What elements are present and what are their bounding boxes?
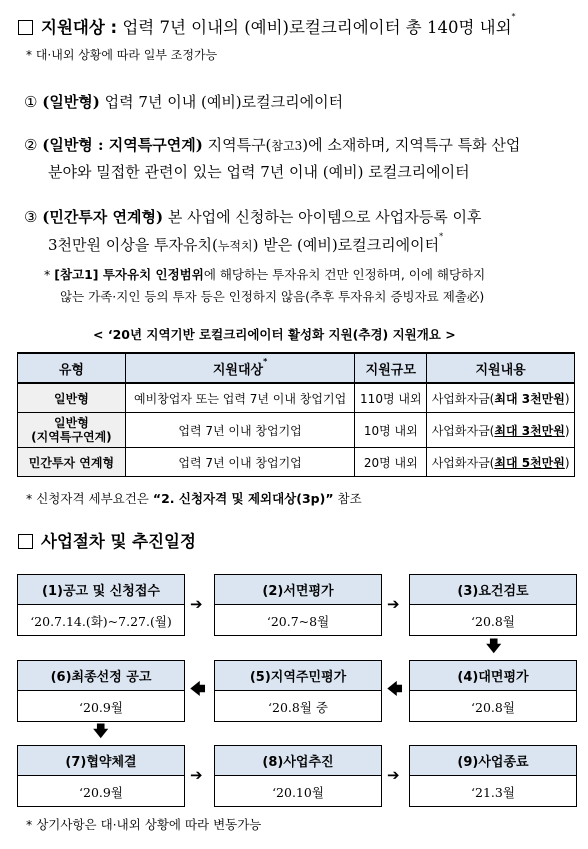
step-date: ‘20.7~8월 (266, 613, 330, 629)
step-title: (6)최종선정 공고 (18, 661, 184, 691)
item-ref-small: 참고3 (271, 139, 303, 153)
heading-text: 업력 7년 이내의 (예비)로컬크리에이터 총 140명 내외 (122, 18, 512, 37)
ref-bold: [참고1] 투자유치 인정범위 (54, 267, 204, 282)
step-date: ‘20.9월 (79, 784, 123, 800)
item-text: 업력 7년 이내 (예비)로컬크리에이터 (99, 93, 344, 111)
step-date: ‘20.8월 (471, 699, 515, 715)
col-header-target: 지원대상* (125, 353, 355, 383)
arrow-right-icon: ➔ (190, 766, 203, 784)
step-title: (2)서면평가 (215, 575, 381, 605)
arrow-right-icon: ➔ (190, 595, 203, 613)
arrow-left-icon: 🡄 (387, 680, 403, 698)
item-small: 누적치 (217, 239, 253, 253)
process-step-1 (17, 574, 185, 636)
eligibility-item-2-line2: 분야와 밀접한 관련이 있는 업력 7년 이내 (예비) 로컬크리에이터 (48, 163, 470, 181)
col-header-type: 유형 (18, 353, 126, 383)
checkbox-square-icon (18, 20, 33, 35)
support-overview-table (17, 352, 575, 477)
section-heading-procedure (18, 528, 196, 552)
item-text: 본 사업에 신청하는 아이템으로 사업자등록 이후 (163, 208, 482, 226)
step-date: ‘21.3월 (471, 784, 515, 800)
step-title: (7)협약체결 (18, 746, 184, 776)
item-type: (민간투자 연계형) (42, 208, 164, 226)
col-header-scale: 지원규모 (355, 353, 427, 383)
cell-target: 업력 7년 이내 창업기업 (125, 448, 355, 477)
cell-type: 일반형 (지역특구연계) (18, 413, 126, 448)
process-step-6 (17, 660, 185, 722)
table-row (18, 383, 575, 413)
table-header-row (18, 353, 575, 383)
cell-content: 사업화자금(최대 3천만원) (427, 413, 575, 448)
step-title: (8)사업추진 (215, 746, 381, 776)
step-date: ‘20.7.14.(화)~7.27.(월) (30, 613, 172, 629)
item-text: 지역특구( (202, 136, 272, 154)
cell-scale: 20명 내외 (355, 448, 427, 477)
eligibility-item-3-line2 (48, 234, 443, 255)
process-step-9 (409, 745, 577, 807)
cell-content: 사업화자금(최대 3천만원) (427, 383, 575, 413)
heading-label: 지원대상 : (41, 18, 118, 37)
schedule-note: * 상기사항은 대·내외 상황에 따라 변동가능 (26, 817, 262, 832)
cell-content: 사업화자금(최대 5천만원) (427, 448, 575, 477)
heading-star: * (511, 12, 516, 21)
cell-type: 일반형 (18, 383, 126, 413)
arrow-right-icon: ➔ (387, 595, 400, 613)
table-row (18, 448, 575, 477)
step-title: (1)공고 및 신청접수 (18, 575, 184, 605)
eligibility-item-2 (24, 134, 520, 155)
item-type: (일반형) (42, 93, 100, 111)
cell-target: 업력 7년 이내 창업기업 (125, 413, 355, 448)
item-text: 3천만원 이상을 투자유치( (48, 236, 218, 254)
col-header-content: 지원내용 (427, 353, 575, 383)
process-step-4 (409, 660, 577, 722)
step-title: (9)사업종료 (410, 746, 576, 776)
table-caption: < ‘20년 지역기반 로컬크리에이터 활성화 지원(추경) 지원개요 > (93, 327, 456, 342)
table-footnote: * 신청자격 세부요건은 “2. 신청자격 및 제외대상(3p)” 참조 (26, 491, 362, 506)
step-title: (3)요건검토 (410, 575, 576, 605)
step-title: (5)지역주민평가 (215, 661, 381, 691)
arrow-right-icon: ➔ (387, 766, 400, 784)
process-step-7 (17, 745, 185, 807)
step-date: ‘20.8월 중 (268, 699, 328, 715)
process-step-2 (214, 574, 382, 636)
eligibility-note: * 대·내외 상황에 따라 일부 조정가능 (26, 48, 218, 62)
item-text-cont: ) 받은 (예비)로컬크리에이터 (252, 236, 440, 254)
cell-scale: 10명 내외 (355, 413, 427, 448)
step-date: ‘20.10월 (272, 784, 324, 800)
item-type: (일반형 : 지역특구연계) (42, 136, 203, 154)
arrow-left-icon: 🡄 (190, 680, 206, 698)
item-text-cont: )에 소재하며, 지역특구 특화 산업 (302, 136, 521, 154)
checkbox-square-icon (18, 534, 33, 549)
eligibility-item-1 (24, 91, 343, 112)
cell-scale: 110명 내외 (355, 383, 427, 413)
step-title: (4)대면평가 (410, 661, 576, 691)
procedure-heading-text: 사업절차 및 추진일정 (41, 532, 196, 551)
arrow-down-icon: 🡇 (486, 637, 502, 655)
arrow-down-icon: 🡇 (93, 722, 109, 740)
reference-note-line2: 않는 가족·지인 등의 투자 등은 인정하지 않음(추후 투자유치 증빙자료 제출必) (60, 289, 485, 304)
ref-line1: 에 해당하는 투자유치 건만 인정하며, 이에 해당하지 (203, 267, 486, 282)
ref-star: * (44, 267, 51, 282)
process-step-5 (214, 660, 382, 722)
section-heading-eligibility (18, 14, 516, 38)
item-number: ② (24, 136, 38, 154)
table-row (18, 413, 575, 448)
item-number: ③ (24, 208, 38, 226)
item-number: ① (24, 93, 38, 111)
step-date: ‘20.8월 (471, 613, 515, 629)
process-step-3 (409, 574, 577, 636)
eligibility-item-3 (24, 206, 482, 227)
item-star: * (439, 232, 444, 241)
reference-note (44, 265, 485, 283)
step-date: ‘20.9월 (79, 699, 123, 715)
process-step-8 (214, 745, 382, 807)
cell-type: 민간투자 연계형 (18, 448, 126, 477)
cell-target: 예비창업자 또는 업력 7년 이내 창업기업 (125, 383, 355, 413)
